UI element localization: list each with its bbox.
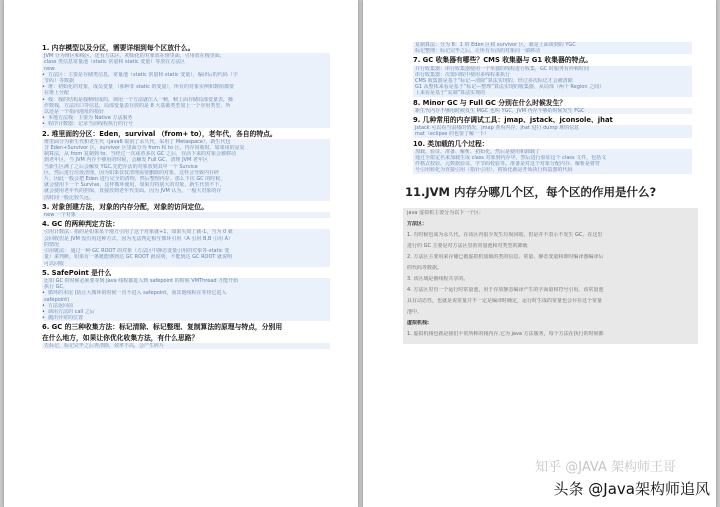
bullet-line: • 方法区：主要是存储类信息，常量池（static 常量和 static 变量），编译后的代码（字	[42, 72, 330, 78]
answer-line: 可以回收	[42, 261, 330, 267]
bullet-line: • 抛出异常的位置	[42, 315, 330, 321]
answer-line: 片，因此一般会把 Eden 进行完全的清理，然后整理内存。那么下次 GC 的时候，	[42, 176, 330, 182]
answer-line: 的情况	[42, 242, 330, 248]
answer-line: 区，然后进行垃圾清理。因为如果仅仅清理需要删除的对象，这样会导致内存碎	[42, 170, 330, 176]
question-heading: 8. Minor GC 与 Full GC 分别在什么时候发生？	[413, 98, 567, 107]
answer-line: 制算法，从 from 复制到 to，当经过一次或者多次 GC 之后，存活下来的对象会被移动	[42, 151, 330, 157]
question-heading: 1. 内存模型以及分区，需要详细到每个区放什么。	[42, 44, 195, 52]
bullet-line: • 循环的末尾 (防止大循环的时候一直不进入 safepoint，而其他线程在等待它进入	[42, 290, 330, 296]
answer-line: 上来看是基于“复制”算法实现的	[413, 90, 692, 96]
question-heading: 7. GC 收集器有哪些？CMS 收集器与 G1 收集器的特点。	[413, 56, 593, 65]
answer-line: 池中。	[407, 308, 423, 315]
answer-line: JVM 分为堆区和栈区，还有方法区，初始化的对象放在堆里面，引用放在栈里面,	[42, 53, 330, 59]
right-page-content	[405, 42, 692, 344]
answer-line: 引用链法： 通过一种 GC ROOT 的对象（方法区中静态变量引用的对象等-static 变	[42, 248, 330, 254]
answer-line: 作数栈，方法出口等信息，局部变量表存放的是 8 大基础类型加上一个应用类型，所	[42, 103, 330, 109]
answer-line: 加载、验证、准备、解析、初始化。然后是使用和卸载了	[413, 149, 692, 155]
answer-subheading: 虚拟机栈:	[407, 319, 429, 326]
answer-line: 1. 有时候也成为永久代，在该区内很少发生垃圾回收，但是并不表示不发生 GC，在这里	[407, 231, 603, 238]
answer-line: 件格式校验、元数据验证，字节码校验等。准备是对这个对象分配内存。解析是将符	[413, 161, 692, 167]
answer-line: 1. 虚拟机栈也就是我们平常所称的栈内存,它为 java 方法服务，每个方法在执行的时候都	[407, 330, 604, 337]
answer-line: 当新生区满了之后会触发 YGC,先把存活的对象放到其中一个 Survice	[42, 164, 330, 170]
question-heading: 2. 堆里面的分区：Eden，survival （from+ to），老年代，各自的特点。	[42, 129, 277, 138]
answer-line: 比如 GC 的时候必须要等到 Java 线程都进入到 safepoint 的时候 VMThread 才能开始	[42, 278, 330, 284]
zhihu-watermark: 知乎 @JAVA 架构师王哥	[535, 460, 676, 475]
question-heading: 6. GC 的三种收集方法：标记清除、标记整理、复制算法的原理与特点，分别用	[42, 323, 283, 332]
answer-line: 标记整理：标记完毕之后，让所有存活的对象向一端移动	[413, 48, 692, 54]
answer-line: 具有动态性，也就是说常量并不一定是编译时确定，运行时生成的常量也会存在这个常量	[407, 297, 603, 304]
answer-line: new 一个对象	[42, 212, 330, 218]
toutiao-watermark: 头条 @Java架构师追风	[553, 480, 710, 498]
answer-line: class 类信息常量池（static 常量和 static 变量）等放在方法区	[42, 59, 330, 65]
answer-line: 4. 方法区里有一个运行时常量池，用于存放静态编译产生的字面量和符号引用。该常量池	[407, 286, 604, 293]
answer-line: 以还是一个指向地址的指针	[42, 109, 330, 115]
answer-line: G1 从整体来看是基于“标记—整理”算法实现的收集器，从局部（两个 Region 之间）	[413, 84, 692, 90]
document-page-left	[4, 0, 358, 507]
left-page-content	[42, 42, 330, 349]
answer-line: 2. 方法区主要用来存储已被虚拟机加载的类的信息、常量、静态变量和即时编译器编译后	[407, 253, 604, 260]
answer-line: 新生代内存不够用时候发生 MGC 也叫 YGC，JVM 内存不够的时候发生 FGC	[413, 108, 692, 114]
answer-line: jstack 可以看当前栈的情况，jmap 查看内存，jhat 进行 dump 堆的信息	[413, 125, 692, 131]
answer-line: 引用计数法：指的是如果某个地方引用了这个对象就+1，如果失效了就-1，当为 0 就	[42, 229, 330, 235]
answer-block	[403, 208, 698, 344]
answer-line: 就会使用老年代的担保，直接放到老年代里面。因为 JVM 认为，一般大对象的存	[42, 188, 330, 194]
answer-line: CMS 收集器是基于“标记—清除”算法实现的，经过多次标记才会被清除	[413, 78, 692, 84]
bullet-line: • 堆：初始化的对象，成员变量 （那种非 static 的变量），所有的对象实例和数组都要	[42, 84, 330, 90]
bullet-line: • 调用方法的 call 之后	[42, 309, 330, 315]
answer-line: 会回收但是 JVM 没有用这种方式，因为无法判定相互循环引用（A 引用 B,B 引用 A）	[42, 236, 330, 242]
question-heading: 3. 对象创建方法，对象的内存分配，对象的访问定位。	[42, 202, 209, 211]
answer-line: 串行收集器：次要回收中使用多线程来执行	[413, 72, 692, 78]
answer-line: 的代码等数据。	[407, 264, 443, 271]
answer-line: 先标记，标记完毕之后再清除，效率不高，会产生碎片	[42, 343, 330, 349]
answer-line: 量）来判断，如果有一条链能够到达 GC ROOT 就说明，不能到达 GC ROOT 就说明	[42, 254, 330, 260]
bullet-line: • 栈：栈的结构是栈帧组成的，调用一个方法就压入一帧，帧上面存储局部变量表，操	[42, 97, 330, 103]
answer-line: 活时间一般比较久远。	[42, 195, 330, 201]
answer-line: java 虚拟机主要分为以下一个区:	[407, 209, 481, 216]
answer-line: 并行收集器：串行收集器使用一个单独的线程进行收集，GC 时服务有停顿时间	[413, 66, 692, 72]
section-title: 11.JVM 内存分哪几个区，每个区的作用是什么?	[405, 184, 657, 199]
answer-line: 节码）等数据	[42, 78, 330, 84]
answer-line: 就会使用下一个 Survive，这样循环使用。如果有特别大的对象，新生代放不下，	[42, 182, 330, 188]
bullet-line: • 程序计数器：记录当前线程执行的行号	[42, 121, 330, 127]
question-heading: 9. 几种常用的内存调试工具：jmap、jstack、jconsole、jhat	[413, 116, 613, 125]
question-heading: 4. GC 的两种判定方法：	[42, 220, 119, 229]
question-heading: 5. SafePoint 是什么	[42, 268, 112, 277]
bullet-line: • 方法返回前	[42, 303, 330, 309]
document-page-right	[363, 0, 716, 507]
answer-line: 通过全限定名来加载生成 class 对象到内存中，然后进行验证这个 class 文件，包括文	[413, 155, 692, 161]
answer-line: 号引用转化为直接引用（指针引用），初始化就是开始执行构造器的代码	[413, 167, 692, 173]
answer-line: new:	[42, 66, 330, 72]
answer-line: 堆里面分为新生代和老生代（java8 取消了永久代，采用了 Metaspace），新生代包	[42, 139, 330, 145]
answer-line: 在堆上分配	[42, 90, 330, 96]
answer-line: 复制算法：分为 8：1 的 Eden 区和 survivor 区，就是上面谈到的 YGC	[413, 42, 692, 48]
answer-line: safepoint)	[42, 297, 330, 303]
answer-line: 进行的 GC 主要是对方法区里的常量池和对类型的卸载	[407, 242, 528, 249]
answer-line: mat（eclipse 的也要了解一下）	[413, 131, 692, 137]
question-heading: 在什么地方，如果让你优化收集方法，有什么思路？	[42, 333, 199, 342]
answer-line: 执行 GC，	[42, 284, 330, 290]
answer-line: 含 Eden+Survivor 区，survivor 区里面分为 from 和 to 区，内存回收时，如果用的是复	[42, 145, 330, 151]
answer-line: 3. 该区域是被线程共享的。	[407, 275, 469, 282]
answer-subheading: 方法区：	[407, 220, 428, 227]
bullet-line: • 本地方法栈：主要为 Native 方法服务	[42, 115, 330, 121]
answer-line: 到老年区，当 JVM 内存不够用的时候，会触发 Full GC，清理 JVM 老年区	[42, 157, 330, 163]
question-heading: 10. 类加载的几个过程：	[413, 139, 489, 148]
